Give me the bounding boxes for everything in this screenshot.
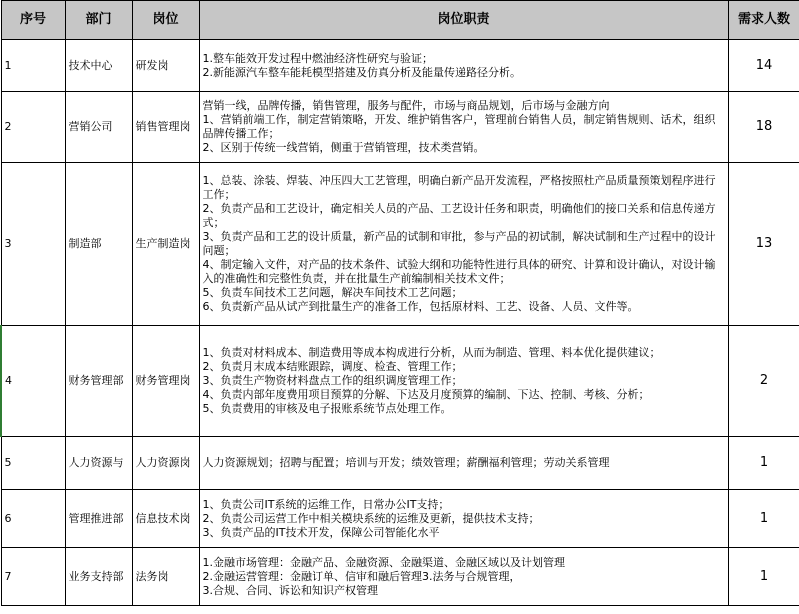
cell-seq[interactable]: 1 <box>1 40 65 92</box>
cell-post[interactable]: 人力资源岗 <box>132 437 199 490</box>
cell-seq[interactable]: 5 <box>1 437 65 490</box>
cell-seq[interactable]: 2 <box>1 92 65 163</box>
cell-post[interactable]: 生产制造岗 <box>132 163 199 326</box>
cell-dept[interactable]: 制造部 <box>65 163 132 326</box>
cell-post[interactable]: 研发岗 <box>132 40 199 92</box>
duty-line: 2、负责产品和工艺设计，确定相关人员的产品、工艺设计任务和职责，明确他们的接口关系和信息传递方式； <box>202 202 716 229</box>
duty-line: 4、制定输入文件，对产品的技术条件、试验大纲和功能特性进行具体的研究、计算和设计确认，对设计输入的准确性和完整性负责，并在批量生产前编制相关技术文件； <box>202 258 716 285</box>
duty-line: 2.新能源汽车整车能耗模型搭建及仿真分析及能量传递路径分析。 <box>202 65 521 79</box>
cell-duty[interactable] <box>199 92 728 163</box>
cell-count[interactable]: 14 <box>728 40 799 92</box>
duty-line: 3、负责产品和工艺的设计质量，新产品的试制和审批，参与产品的初试制，解决试制和生产过程中的设计问题； <box>202 230 716 257</box>
header-seq[interactable]: 序号 <box>1 1 65 40</box>
cell-duty[interactable] <box>199 40 728 92</box>
header-row <box>1 1 799 40</box>
cell-count[interactable]: 18 <box>728 92 799 163</box>
cell-dept[interactable]: 财务管理部 <box>65 326 132 437</box>
duty-line: 2、负责月末成本结账跟踪，调度、检查、管理工作； <box>202 360 463 373</box>
cell-dept[interactable]: 营销公司 <box>65 92 132 163</box>
duty-line: 2.金融运营管理：金融订单、信审和融后管理3.法务与合规管理， <box>202 569 521 583</box>
cell-count[interactable]: 2 <box>728 326 799 437</box>
duty-line: 1.整车能效开发过程中燃油经济性研究与验证； <box>202 51 433 65</box>
duty-line: 5、负责车间技术工艺问题，解决车间技术工艺问题； <box>202 286 463 299</box>
cell-post[interactable]: 销售管理岗 <box>132 92 199 163</box>
cell-dept[interactable]: 管理推进部 <box>65 490 132 548</box>
cell-dept[interactable]: 人力资源与 <box>65 437 132 490</box>
cell-count[interactable]: 1 <box>728 437 799 490</box>
header-count[interactable]: 需求人数 <box>728 1 799 40</box>
duty-line: 3、负责生产物资材料盘点工作的组织调度管理工作； <box>202 374 463 387</box>
table-row <box>1 490 799 548</box>
duty-line: 3、负责产品的IT技术开发，保障公司智能化水平 <box>202 525 440 539</box>
cell-count[interactable]: 1 <box>728 490 799 548</box>
cell-count[interactable]: 1 <box>728 548 799 606</box>
cell-seq[interactable]: 7 <box>1 548 65 606</box>
cell-duty[interactable] <box>199 490 728 548</box>
cell-post[interactable]: 财务管理岗 <box>132 326 199 437</box>
duty-line: 6、负责新产品从试产到批量生产的准备工作，包括原材料、工艺、设备、人员、文件等。 <box>202 300 639 313</box>
duty-line: 1、营销前端工作，制定营销策略，开发、维护销售客户，管理前台销售人员，制定销售规则、话术，组织品牌传播工作； <box>202 113 716 140</box>
duty-line: 5、负责费用的审核及电子报账系统节点处理工作。 <box>202 402 452 415</box>
cell-duty[interactable] <box>199 548 728 606</box>
table-row <box>1 163 799 326</box>
cell-duty[interactable] <box>199 163 728 326</box>
table-row <box>1 326 799 437</box>
cell-dept[interactable]: 业务支持部 <box>65 548 132 606</box>
duty-line: 4、负责内部年度费用项目预算的分解、下达及月度预算的编制、下达、控制、考核、分析； <box>202 388 650 401</box>
table-row <box>1 437 799 490</box>
cell-seq[interactable]: 3 <box>1 163 65 326</box>
duty-line: 1、负责公司IT系统的运维工作，日常办公IT支持； <box>202 497 450 511</box>
table-row <box>1 92 799 163</box>
duty-line: 3.合规、合同、诉讼和知识产权管理 <box>202 583 378 597</box>
cell-count[interactable]: 13 <box>728 163 799 326</box>
header-post[interactable]: 岗位 <box>132 1 199 40</box>
cell-seq[interactable]: 6 <box>1 490 65 548</box>
header-dept[interactable]: 部门 <box>65 1 132 40</box>
duty-line: 2、区别于传统一线营销，侧重于营销管理，技术类营销。 <box>202 141 485 154</box>
cell-duty[interactable] <box>199 437 728 490</box>
duty-line: 2、负责公司运营工作中相关模块系统的运维及更新，提供技术支持； <box>202 511 540 525</box>
cell-dept[interactable]: 技术中心 <box>65 40 132 92</box>
duty-line: 1.金融市场管理：金融产品、金融资源、金融渠道、金融区域以及计划管理 <box>202 555 565 569</box>
table-row <box>1 40 799 92</box>
duty-line: 人力资源规划；招聘与配置；培训与开发；绩效管理；薪酬福利管理；劳动关系管理 <box>202 456 610 469</box>
cell-duty[interactable] <box>199 326 728 437</box>
cell-post[interactable]: 法务岗 <box>132 548 199 606</box>
duty-line: 1、负责对材料成本、制造费用等成本构成进行分析，从而为制造、管理、料本优化提供建议； <box>202 346 661 359</box>
table-row <box>1 548 799 606</box>
header-duty[interactable]: 岗位职责 <box>199 1 728 40</box>
duty-line: 营销一线，品牌传播，销售管理，服务与配件，市场与商品规划，后市场与金融方向 <box>202 99 610 112</box>
cell-seq[interactable]: 4 <box>1 326 65 437</box>
duty-line: 1、总装、涂装、焊装、冲压四大工艺管理，明确白新产品开发流程，严格按照杜产品质量预策划程序进行工作； <box>202 174 716 201</box>
cell-post[interactable]: 信息技术岗 <box>132 490 199 548</box>
